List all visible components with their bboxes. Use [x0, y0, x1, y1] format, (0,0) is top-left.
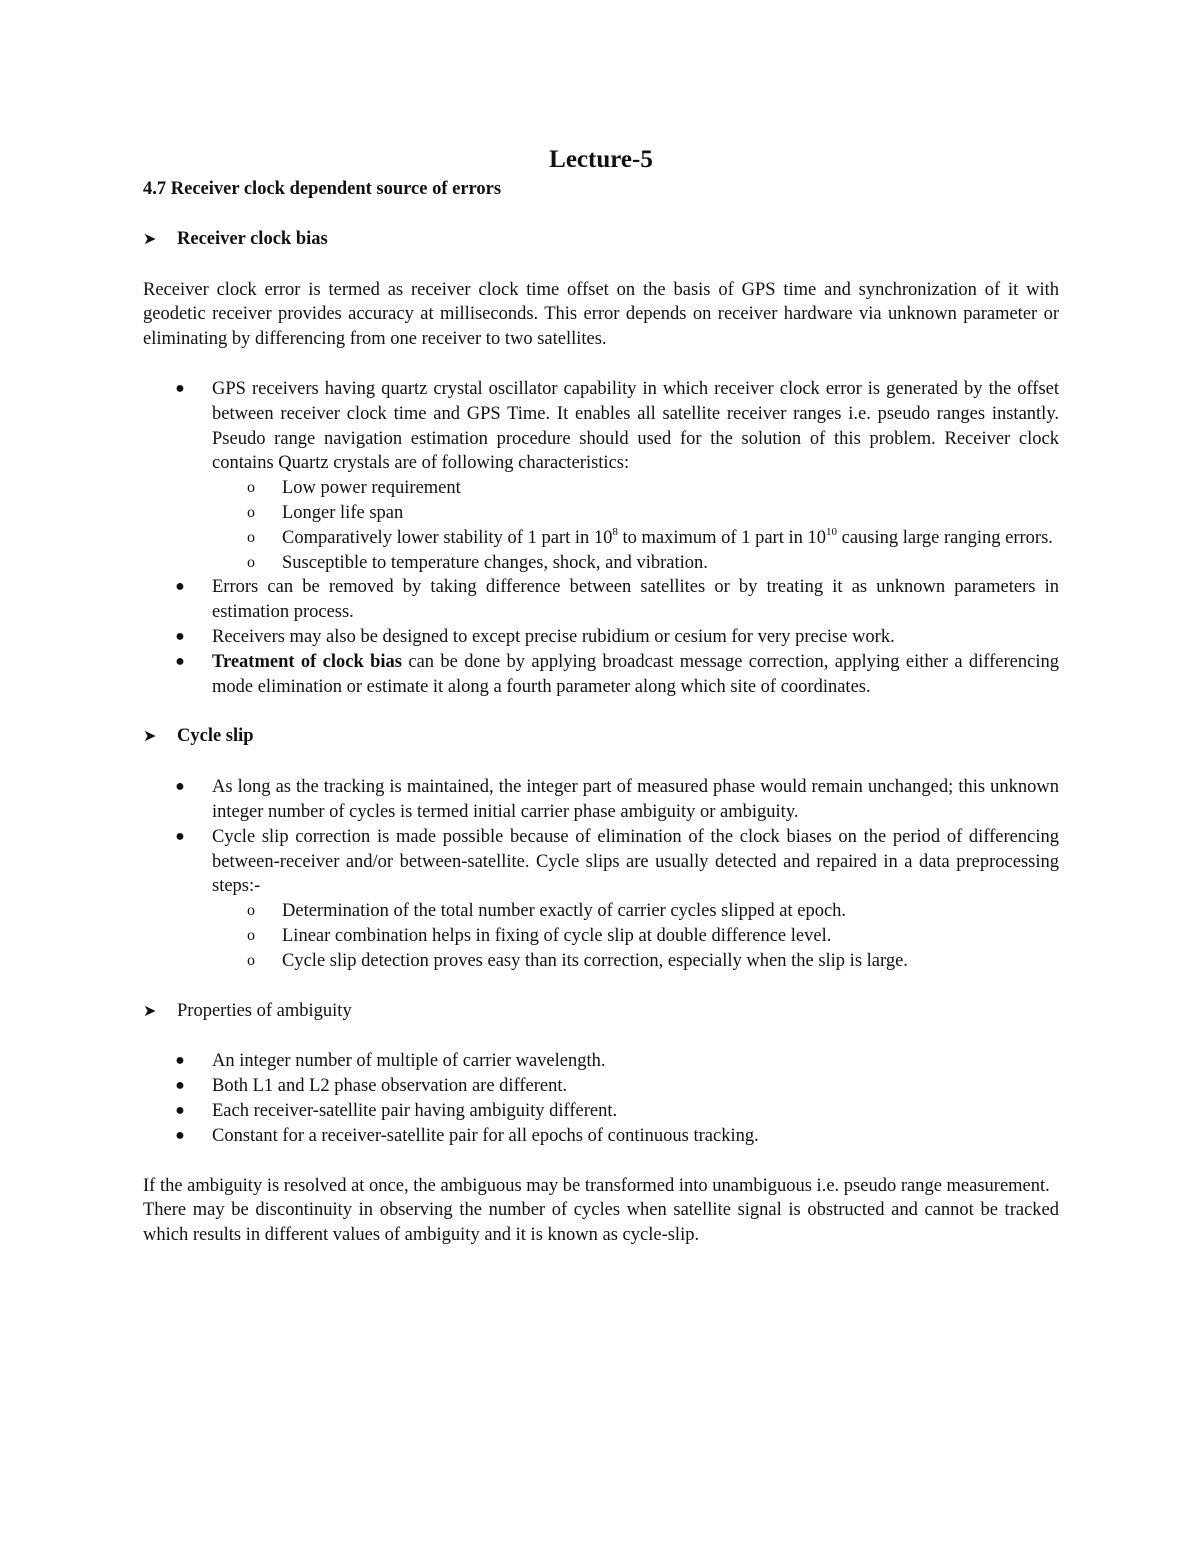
sub-list-item: o Comparatively lower stability of 1 part in $10^8$ to maximum of 1 part in $10^{10}$ causing large ranging errors.: [143, 526, 1059, 551]
section-heading: 4.7 Receiver clock dependent source of errors: [143, 179, 502, 199]
exponent: 10: [825, 525, 837, 538]
bullet-dot-icon: ●: [175, 1126, 185, 1144]
list-item: ● As long as the tracking is maintained, the integer part of measured phase would remain unchanged; this unknown integer number of cycles is termed initial carrier phase ambiguity or ambiguity.: [143, 775, 1059, 825]
list-item: ● An integer number of multiple of carrier wavelength.: [143, 1049, 1059, 1074]
list-item: ● Treatment of clock bias can be done by applying broadcast message correction, applying either a differencing mode elimination or estimate it along a fourth parameter along which site of coordinates.: [143, 650, 1059, 700]
sub-list-item: o Cycle slip detection proves easy than its correction, especially when the slip is large.: [143, 949, 1059, 974]
cycle-slip-heading: ➤ Cycle slip: [143, 724, 1059, 750]
sub-list-item: o Determination of the total number exactly of carrier cycles slipped at epoch.: [143, 899, 1059, 924]
bullet-dot-icon: ●: [175, 1052, 185, 1070]
page-title: Lecture-5: [549, 146, 653, 173]
circle-bullet-icon: o: [247, 553, 255, 571]
circle-bullet-icon: o: [247, 902, 255, 920]
circle-bullet-icon: o: [247, 951, 255, 969]
arrow-bullet-icon: ➤: [143, 230, 157, 248]
list-item: ● Each receiver-satellite pair having ambiguity different.: [143, 1099, 1059, 1124]
circle-bullet-icon: o: [247, 926, 255, 944]
sub-list-item: o Linear combination helps in fixing of cycle slip at double difference level.: [143, 924, 1059, 949]
list-item: ● Errors can be removed by taking difference between satellites or by treating it as unknown parameters in estimation process.: [143, 575, 1059, 625]
bullet-dot-icon: ●: [175, 578, 185, 596]
arrow-bullet-icon: ➤: [143, 1002, 157, 1020]
list-item: ● Cycle slip correction is made possible because of elimination of the clock biases on the period of differencing between-receiver and/or between-satellite. Cycle slips are usually detected and repaired in a data preprocessing steps:- o Determination of the total number exactly of carrier cycles slipped at epoch. o Linear combination helps in fixing of cycle slip at double difference level. o Cycle slip detection proves easy than its correction, especially when the slip is large.: [143, 825, 1059, 974]
circle-bullet-icon: o: [247, 479, 255, 497]
cycle-slip-bullet-list: [143, 775, 1059, 973]
quartz-characteristics-list: [212, 476, 1059, 575]
list-item: ● Both L1 and L2 phase observation are different.: [143, 1074, 1059, 1099]
bullet-dot-icon: ●: [175, 652, 185, 670]
bullet-dot-icon: ●: [175, 1101, 185, 1119]
preprocessing-steps-list: [212, 899, 1059, 973]
page-content: [143, 143, 1059, 1248]
closing-paragraph-2: There may be discontinuity in observing the number of cycles when satellite signal is obstructed and cannot be tracked which results in different values of ambiguity and it is known as cycle-slip.: [143, 1200, 1059, 1246]
bias-bullet-list: [143, 377, 1059, 699]
properties-of-ambiguity-heading: ➤ Properties of ambiguity: [143, 999, 1059, 1025]
arrow-bullet-icon: ➤: [143, 728, 157, 746]
bullet-dot-icon: ●: [175, 778, 185, 796]
sub-list-item: o Low power requirement: [143, 476, 1059, 501]
bullet-dot-icon: ●: [175, 627, 185, 645]
list-item: ● Receivers may also be designed to except precise rubidium or cesium for very precise work.: [143, 625, 1059, 650]
bullet-dot-icon: ●: [175, 1077, 185, 1095]
ambiguity-bullet-list: [143, 1049, 1059, 1148]
circle-bullet-icon: o: [247, 528, 255, 546]
sub-list-item: o Longer life span: [143, 501, 1059, 526]
closing-paragraph-1: If the ambiguity is resolved at once, the ambiguous may be transformed into unambiguous i.e. pseudo range measurement.: [143, 1175, 1050, 1196]
receiver-clock-intro: Receiver clock error is termed as receiver clock time offset on the basis of GPS time and synchronization of it with geodetic receiver provides accuracy at milliseconds. This error depends on receiver hardware via unknown parameter or eliminating by differencing from one receiver to two satellites.: [143, 279, 1059, 350]
bullet-dot-icon: ●: [175, 827, 185, 845]
exponent: 8: [612, 525, 618, 538]
receiver-clock-bias-heading: ➤ Receiver clock bias: [143, 227, 1059, 253]
sub-list-item: o Susceptible to temperature changes, shock, and vibration.: [143, 551, 1059, 576]
list-item: ● Constant for a receiver-satellite pair for all epochs of continuous tracking.: [143, 1124, 1059, 1149]
bold-term: Treatment of clock bias: [212, 651, 403, 672]
bullet-dot-icon: ●: [175, 379, 185, 397]
circle-bullet-icon: o: [247, 503, 255, 521]
list-item: ● GPS receivers having quartz crystal oscillator capability in which receiver clock error is generated by the offset between receiver clock time and GPS Time. It enables all satellite receiver ranges i.e. pseudo ranges instantly. Pseudo range navigation estimation procedure should used for the solution of this problem. Receiver clock contains Quartz crystals are of following characteristics: o Low power requirement o Longer life span o Comparatively lower stability of 1 part in $10^8$ to maximum of 1 part in $10^{10}$ causing large ranging errors. o Susceptible to temperature changes, shock, and vibration.: [143, 377, 1059, 575]
